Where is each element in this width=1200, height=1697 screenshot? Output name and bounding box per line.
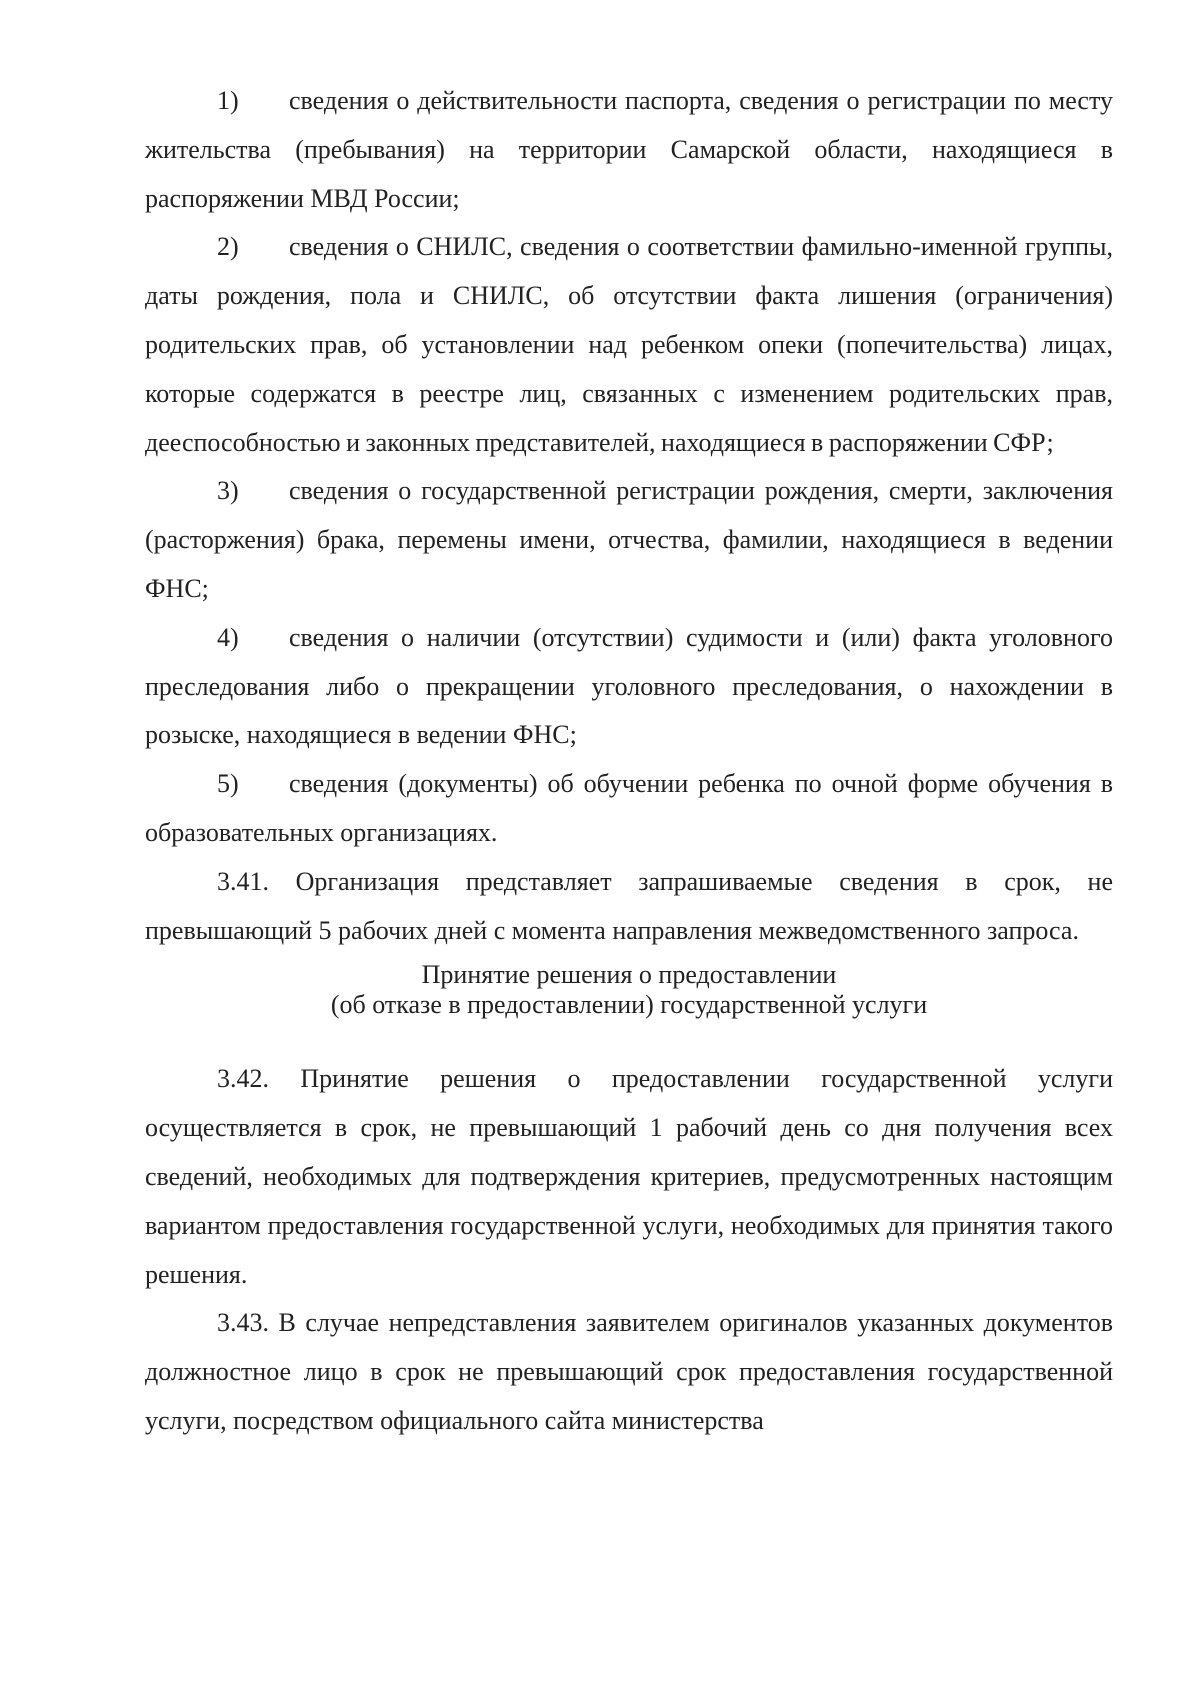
list-item-number: 2)	[217, 232, 239, 262]
list-item	[145, 760, 1113, 858]
section-heading	[145, 955, 1113, 1055]
list-item-number: 3)	[217, 476, 239, 506]
list-item-number: 5)	[217, 769, 239, 799]
section-heading-line-1: Принятие решения о предоставлении	[421, 960, 837, 990]
list-item-text: сведения о наличии (отсутствии) судимости и (или) факта уголовного преследования либо о прекращении уголовного преследования, о нахождении в розыске, находящиеся в ведении ФНС;	[145, 622, 1113, 750]
section-heading-line-2: (об отказе в предоставлении) государственной услуги	[330, 990, 928, 1020]
list-item	[145, 223, 1113, 467]
list-item-text: сведения о государственной регистрации рождения, смерти, заключения (расторжения) брака, перемены имени, отчества, фамилии, находящиеся в ведении ФНС;	[145, 476, 1113, 603]
list-item	[145, 614, 1113, 760]
list-item-number: 4)	[217, 622, 239, 652]
paragraph-3-43: 3.43. В случае непредставления заявителем оригиналов указанных документов должностное лицо в срок не превышающий срок предоставления государственной услуги, посредством официального сайта министерства	[145, 1308, 1113, 1435]
list-item	[145, 467, 1113, 613]
document-page	[145, 77, 1113, 1446]
paragraph-3-42: 3.42. Принятие решения о предоставлении государственной услуги осуществляется в срок, не превышающий 1 рабочий день со дня получения всех сведений, необходимых для подтверждения критериев, предусмотренных настоящим вариантом предоставления государственной услуги, необходимых для принятия такого решения.	[145, 1064, 1113, 1289]
paragraph-3-41: 3.41. Организация представляет запрашиваемые сведения в срок, не превышающий 5 рабочих дней с момента направления межведомственного запроса.	[145, 866, 1113, 945]
list-item	[145, 77, 1113, 223]
list-item-text: сведения о СНИЛС, сведения о соответствии фамильно-именной группы, даты рождения, пола и СНИЛС, об отсутствии факта лишения (ограничения) родительских прав, об установлении над ребенком опеки (попечительства) лицах, которые содержатся в реестре лиц, связанных с изменением родительских прав, дееспособностью и законных представителей, находящиеся в распоряжении СФР;	[145, 232, 1113, 457]
list-item-text: сведения (документы) об обучении ребенка по очной форме обучения в образовательных организациях.	[145, 769, 1113, 847]
list-item-number: 1)	[217, 86, 239, 115]
list-item-text: сведения о действительности паспорта, сведения о регистрации по месту жительства (пребывания) на территории Самарской области, находящиеся в распоряжении МВД России;	[145, 86, 1113, 213]
